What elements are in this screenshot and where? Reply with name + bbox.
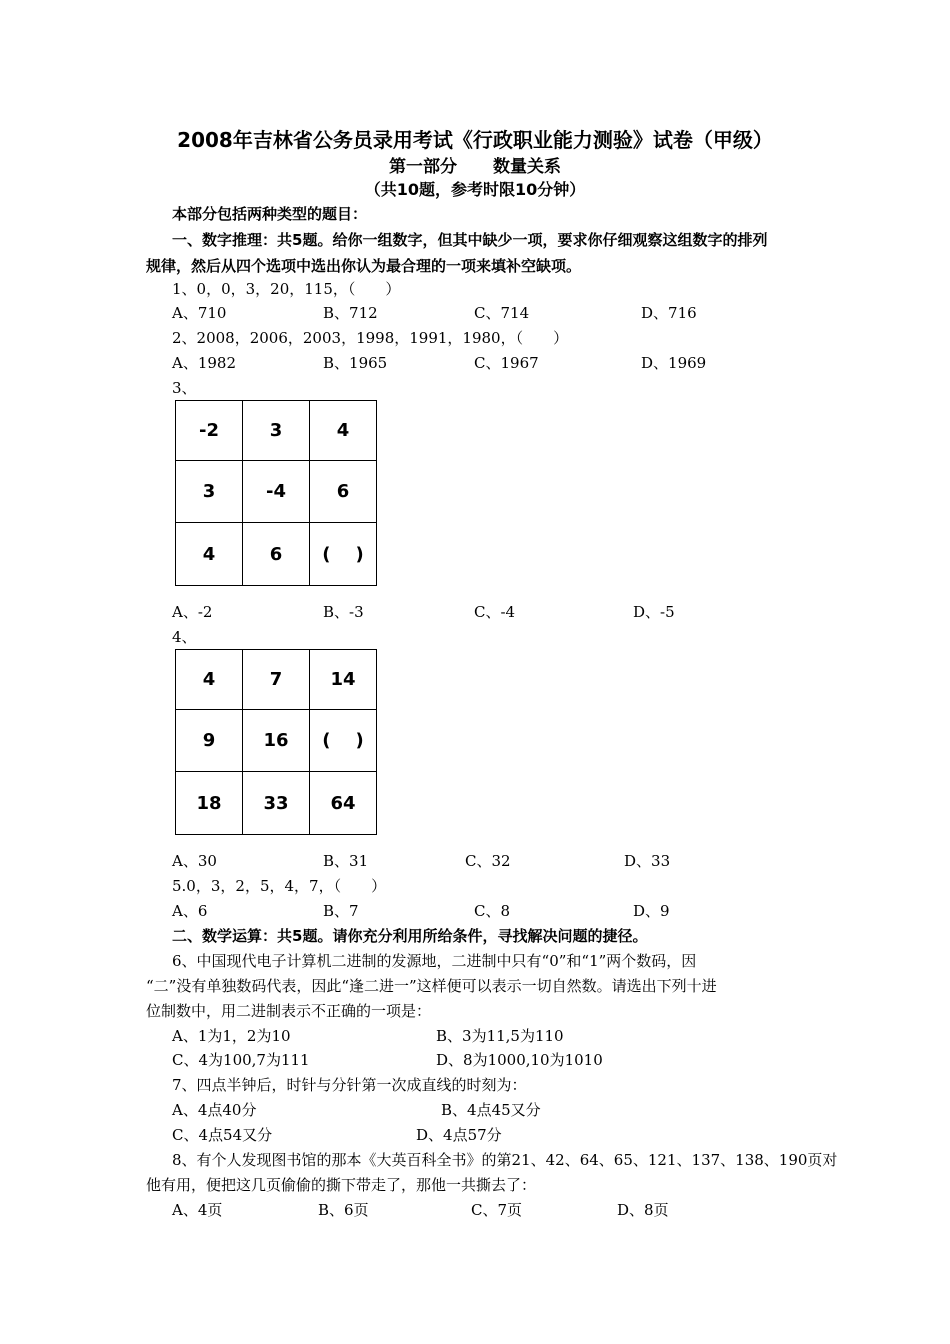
- q3-cell: ( ): [310, 523, 377, 586]
- q4-option-a: A、30: [172, 852, 217, 870]
- q3-cell: 6: [243, 523, 310, 586]
- q7-stem: 7、四点半钟后，时针与分针第一次成直线的时刻为：: [172, 1076, 527, 1094]
- q4-cell: 64: [310, 772, 377, 835]
- q4-option-c: C、32: [465, 852, 511, 870]
- q3-cell: -2: [176, 401, 243, 461]
- q3-cell: 3: [243, 401, 310, 461]
- q5-option-b: B、7: [323, 902, 359, 920]
- q6-option-b: B、3为11,5为110: [436, 1027, 564, 1045]
- q5-option-a: A、6: [172, 902, 208, 920]
- q3-cell: 6: [310, 461, 377, 523]
- q4-cell: 4: [176, 650, 243, 710]
- q3-cell: 4: [176, 523, 243, 586]
- q6-line1: 6、中国现代电子计算机二进制的发源地，二进制中只有“0”和“1”两个数码，因: [172, 952, 697, 970]
- q7-option-c: C、4点54又分: [172, 1126, 273, 1144]
- q4-cell: ( ): [310, 710, 377, 772]
- q1-option-c: C、714: [474, 304, 530, 322]
- q1-option-a: A、710: [172, 304, 227, 322]
- part-note: （共10题，参考时限10分钟）: [364, 180, 586, 199]
- q4-stem: 4、: [172, 628, 197, 646]
- q5-option-c: C、8: [474, 902, 511, 920]
- intro-text: 本部分包括两种类型的题目：: [172, 205, 368, 223]
- q3-cell: 3: [176, 461, 243, 523]
- q6-option-d: D、8为1000,10为1010: [436, 1051, 603, 1069]
- q3-option-c: C、-4: [474, 603, 516, 621]
- q6-line3: 位制数中，用二进制表示不正确的一项是：: [146, 1002, 432, 1020]
- q2-stem: 2、2008，2006，2003，1998，1991，1980，（ ）: [172, 329, 569, 347]
- document-title: 2008年吉林省公务员录用考试《行政职业能力测验》试卷（甲级）: [177, 128, 773, 152]
- part-topic: 数量关系: [493, 157, 561, 177]
- q7-option-a: A、4点40分: [172, 1101, 257, 1119]
- q4-cell: 9: [176, 710, 243, 772]
- q5-option-d: D、9: [633, 902, 670, 920]
- q8-line2: 他有用，便把这几页偷偷的撕下带走了，那他一共撕去了：: [146, 1176, 537, 1194]
- q4-cell: 14: [310, 650, 377, 710]
- q3-option-a: A、-2: [172, 603, 213, 621]
- q1-option-d: D、716: [641, 304, 697, 322]
- q8-option-a: A、4页: [172, 1201, 223, 1219]
- q4-option-d: D、33: [624, 852, 671, 870]
- q2-option-b: B、1965: [323, 354, 388, 372]
- q8-option-b: B、6页: [318, 1201, 369, 1219]
- q2-option-c: C、1967: [474, 354, 539, 372]
- q5-stem: 5.0，3，2，5，4，7，（ ）: [172, 877, 387, 895]
- q7-option-b: B、4点45又分: [441, 1101, 541, 1119]
- q4-number-grid: [175, 649, 377, 835]
- q2-option-d: D、1969: [641, 354, 707, 372]
- q7-option-d: D、4点57分: [416, 1126, 502, 1144]
- q4-cell: 16: [243, 710, 310, 772]
- q4-cell: 18: [176, 772, 243, 835]
- q4-cell: 7: [243, 650, 310, 710]
- q4-cell: 33: [243, 772, 310, 835]
- q6-option-c: C、4为100,7为111: [172, 1051, 310, 1069]
- section2-heading: 二、数学运算：共5题。请你充分利用所给条件，寻找解决问题的捷径。: [172, 927, 648, 945]
- q8-option-c: C、7页: [471, 1201, 523, 1219]
- section1-heading-line2: 规律，然后从四个选项中选出你认为最合理的一项来填补空缺项。: [146, 257, 582, 275]
- q3-stem: 3、: [172, 379, 197, 397]
- q4-option-b: B、31: [323, 852, 369, 870]
- part-name: 第一部分: [389, 157, 457, 177]
- q3-number-grid: [175, 400, 377, 586]
- q8-line1: 8、有个人发现图书馆的那本《大英百科全书》的第21、42、64、65、121、137、138、190页对: [172, 1151, 838, 1169]
- q1-stem: 1、0，0，3，20，115，（ ）: [172, 280, 401, 298]
- q3-cell: -4: [243, 461, 310, 523]
- q3-option-b: B、-3: [323, 603, 364, 621]
- section1-heading-line1: 一、数字推理：共5题。给你一组数字，但其中缺少一项，要求你仔细观察这组数字的排列: [172, 231, 768, 249]
- q3-cell: 4: [310, 401, 377, 461]
- q6-option-a: A、1为1，2为10: [172, 1027, 291, 1045]
- q2-option-a: A、1982: [172, 354, 237, 372]
- q6-line2: “二”没有单独数码代表，因此“逢二进一”这样便可以表示一切自然数。请选出下列十进: [146, 977, 717, 995]
- q8-option-d: D、8页: [617, 1201, 669, 1219]
- q3-option-d: D、-5: [633, 603, 675, 621]
- q1-option-b: B、712: [323, 304, 378, 322]
- part-heading: [0, 152, 950, 177]
